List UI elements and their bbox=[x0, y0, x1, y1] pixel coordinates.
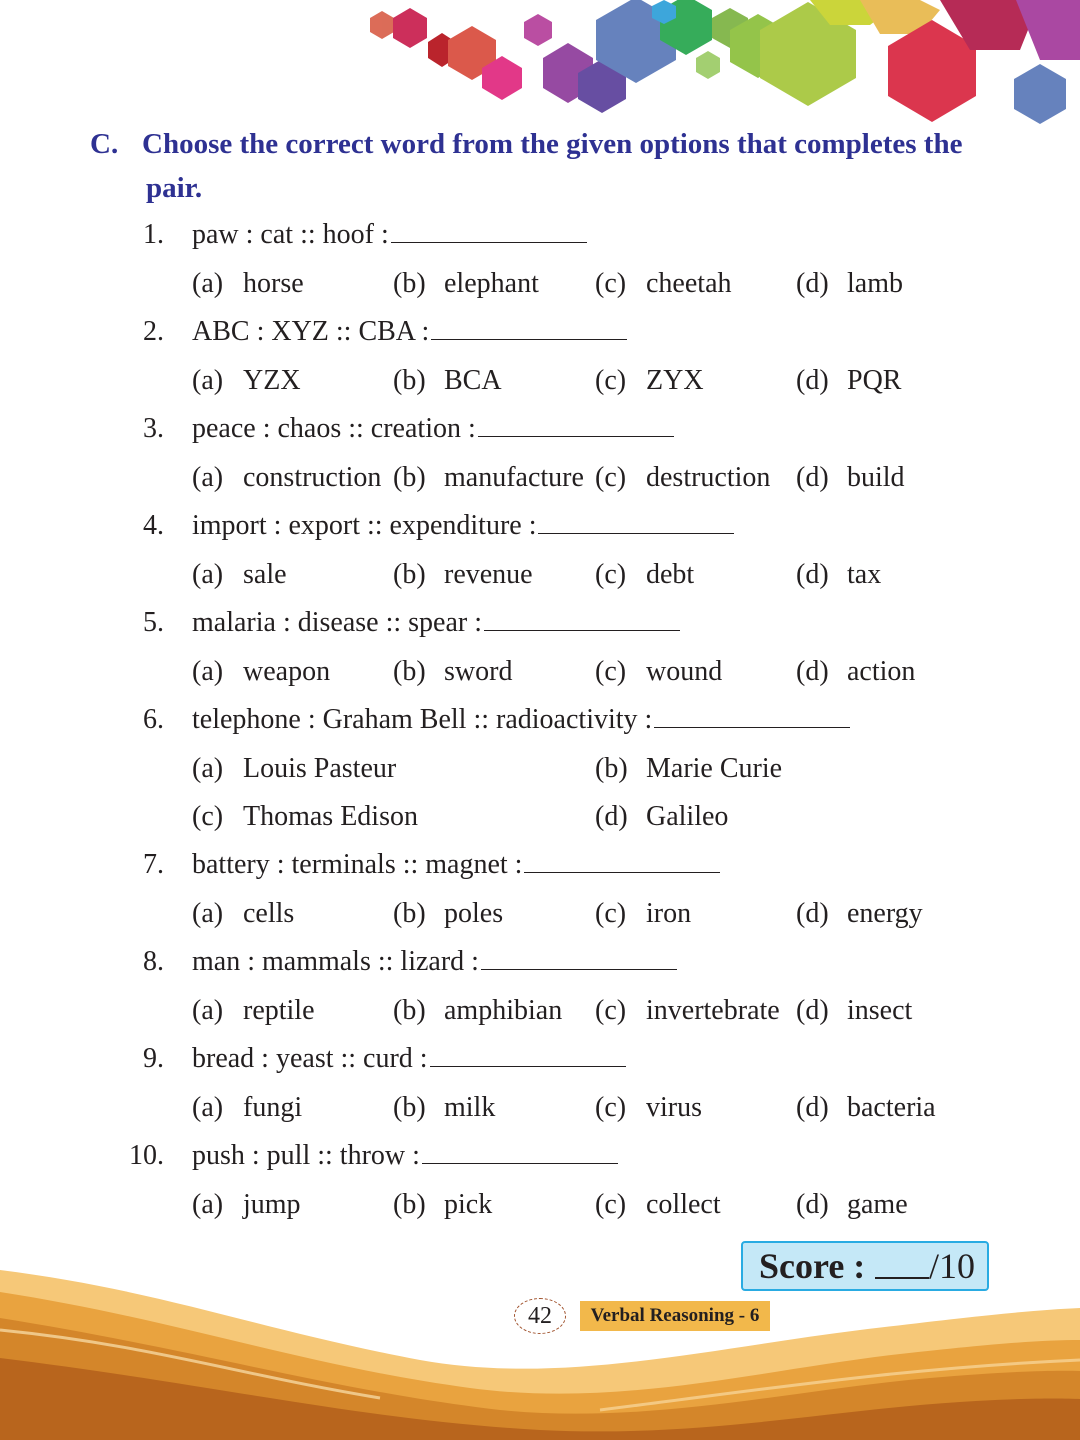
option-c[interactable]: (c) invertebrate bbox=[595, 995, 780, 1026]
answer-blank[interactable] bbox=[654, 698, 850, 728]
option-a[interactable]: (a) weapon bbox=[192, 656, 331, 687]
option-d[interactable]: (d) game bbox=[796, 1189, 908, 1220]
option-d[interactable]: (d) tax bbox=[796, 559, 882, 590]
option-d[interactable]: (d) PQR bbox=[796, 365, 902, 396]
answer-blank[interactable] bbox=[481, 940, 677, 970]
option-a[interactable]: (a) cells bbox=[192, 898, 295, 929]
question-number: 7. bbox=[143, 849, 164, 880]
question-1 bbox=[0, 213, 1080, 257]
hexagon-decoration bbox=[0, 0, 1080, 130]
option-a[interactable]: (a) sale bbox=[192, 559, 287, 590]
question-3 bbox=[0, 407, 1080, 451]
option-b[interactable]: (b) manufacture bbox=[393, 462, 584, 493]
question-7 bbox=[0, 843, 1080, 887]
question-10 bbox=[0, 1134, 1080, 1178]
option-b[interactable]: (b) amphibian bbox=[393, 995, 563, 1026]
option-a[interactable]: (a) fungi bbox=[192, 1092, 303, 1123]
question-text: battery : terminals :: magnet : bbox=[192, 843, 720, 887]
page-number: 42 bbox=[514, 1298, 566, 1334]
option-c[interactable]: (c) virus bbox=[595, 1092, 702, 1123]
question-number: 6. bbox=[143, 704, 164, 735]
answer-blank[interactable] bbox=[431, 310, 627, 340]
question-number: 8. bbox=[143, 946, 164, 977]
option-d[interactable]: (d) bacteria bbox=[796, 1092, 936, 1123]
option-c[interactable]: (c) wound bbox=[595, 656, 723, 687]
question-9 bbox=[0, 1037, 1080, 1081]
option-c[interactable]: (c) iron bbox=[595, 898, 692, 929]
answer-blank[interactable] bbox=[422, 1134, 618, 1164]
option-b[interactable]: (b) BCA bbox=[393, 365, 502, 396]
section-instruction: Choose the correct word from the given options that completes the bbox=[142, 128, 963, 160]
option-b[interactable]: (b) elephant bbox=[393, 268, 539, 299]
question-number: 10. bbox=[129, 1140, 164, 1171]
option-b[interactable]: (b) Marie Curie bbox=[595, 753, 783, 784]
option-c[interactable]: (c) Thomas Edison bbox=[192, 801, 418, 832]
score-box bbox=[741, 1241, 989, 1291]
question-number: 1. bbox=[143, 219, 164, 250]
option-c[interactable]: (c) cheetah bbox=[595, 268, 732, 299]
question-text: import : export :: expenditure : bbox=[192, 504, 734, 548]
question-6 bbox=[0, 698, 1080, 742]
answer-blank[interactable] bbox=[524, 843, 720, 873]
option-b[interactable]: (b) poles bbox=[393, 898, 504, 929]
section-instruction-continued: pair. bbox=[146, 172, 203, 204]
option-d[interactable]: (d) action bbox=[796, 656, 916, 687]
question-2 bbox=[0, 310, 1080, 354]
option-a[interactable]: (a) horse bbox=[192, 268, 304, 299]
answer-blank[interactable] bbox=[391, 213, 587, 243]
question-number: 2. bbox=[143, 316, 164, 347]
question-text: push : pull :: throw : bbox=[192, 1134, 618, 1178]
option-a[interactable]: (a) reptile bbox=[192, 995, 315, 1026]
question-4 bbox=[0, 504, 1080, 548]
wave-decoration bbox=[0, 1270, 1080, 1440]
option-d[interactable]: (d) lamb bbox=[796, 268, 903, 299]
option-d[interactable]: (d) energy bbox=[796, 898, 923, 929]
question-text: paw : cat :: hoof : bbox=[192, 213, 587, 257]
score-label: Score : bbox=[759, 1246, 866, 1286]
option-d[interactable]: (d) Galileo bbox=[595, 801, 729, 832]
question-number: 5. bbox=[143, 607, 164, 638]
option-b[interactable]: (b) pick bbox=[393, 1189, 493, 1220]
question-8 bbox=[0, 940, 1080, 984]
option-d[interactable]: (d) insect bbox=[796, 995, 913, 1026]
option-c[interactable]: (c) collect bbox=[595, 1189, 721, 1220]
score-blank[interactable] bbox=[875, 1277, 929, 1279]
question-text: malaria : disease :: spear : bbox=[192, 601, 680, 645]
option-c[interactable]: (c) debt bbox=[595, 559, 695, 590]
question-text: bread : yeast :: curd : bbox=[192, 1037, 626, 1081]
question-text: man : mammals :: lizard : bbox=[192, 940, 677, 984]
answer-blank[interactable] bbox=[478, 407, 674, 437]
option-d[interactable]: (d) build bbox=[796, 462, 905, 493]
option-a[interactable]: (a) YZX bbox=[192, 365, 301, 396]
answer-blank[interactable] bbox=[484, 601, 680, 631]
question-5 bbox=[0, 601, 1080, 645]
option-b[interactable]: (b) sword bbox=[393, 656, 513, 687]
option-a[interactable]: (a) construction bbox=[192, 462, 382, 493]
question-number: 4. bbox=[143, 510, 164, 541]
question-number: 3. bbox=[143, 413, 164, 444]
option-b[interactable]: (b) revenue bbox=[393, 559, 533, 590]
question-text: ABC : XYZ :: CBA : bbox=[192, 310, 627, 354]
question-text: peace : chaos :: creation : bbox=[192, 407, 674, 451]
answer-blank[interactable] bbox=[538, 504, 734, 534]
option-c[interactable]: (c) ZYX bbox=[595, 365, 704, 396]
question-text: telephone : Graham Bell :: radioactivity : bbox=[192, 698, 850, 742]
book-title: Verbal Reasoning - 6 bbox=[580, 1301, 770, 1331]
question-number: 9. bbox=[143, 1043, 164, 1074]
option-c[interactable]: (c) destruction bbox=[595, 462, 771, 493]
option-a[interactable]: (a) Louis Pasteur bbox=[192, 753, 397, 784]
answer-blank[interactable] bbox=[430, 1037, 626, 1067]
option-b[interactable]: (b) milk bbox=[393, 1092, 496, 1123]
option-a[interactable]: (a) jump bbox=[192, 1189, 301, 1220]
section-letter: C. bbox=[90, 128, 119, 160]
score-total: /10 bbox=[929, 1246, 976, 1286]
